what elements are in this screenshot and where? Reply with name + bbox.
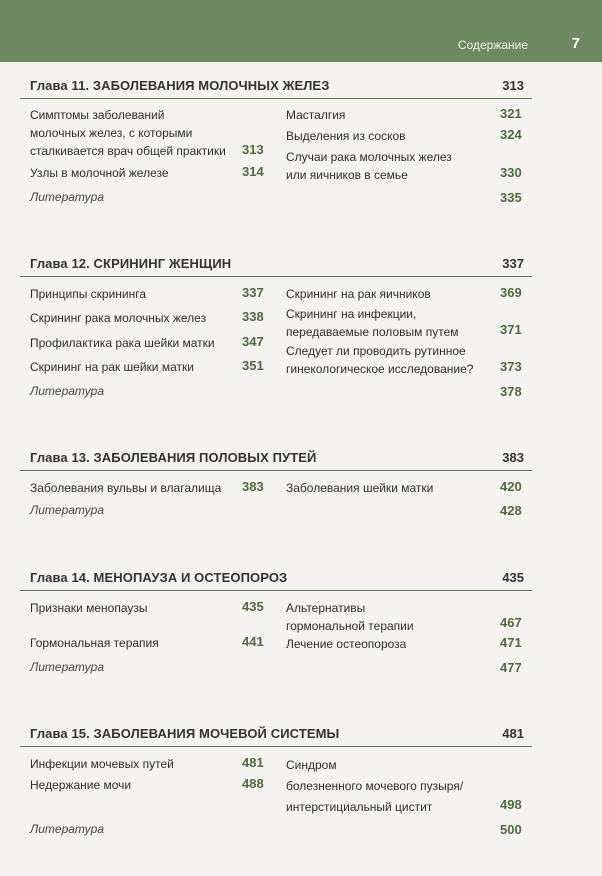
- literature-label[interactable]: Литература: [30, 660, 104, 674]
- literature-page: 378: [500, 384, 522, 399]
- entry-page: 481: [242, 755, 264, 770]
- toc-entry[interactable]: [286, 479, 496, 497]
- toc-entry[interactable]: [286, 285, 496, 303]
- entry-line: Скрининг на инфекции,: [286, 307, 417, 321]
- entry-line: Скрининг на рак шейки матки: [30, 360, 194, 374]
- chapter-title: Глава 11. ЗАБОЛЕВАНИЯ МОЛОЧНЫХ ЖЕЛЕЗ: [30, 78, 330, 93]
- entry-page: 321: [500, 106, 522, 121]
- toc-entry[interactable]: [286, 305, 496, 341]
- chapter-heading[interactable]: [20, 78, 532, 99]
- entry-line: гормональной терапии: [286, 619, 414, 633]
- entry-page: 467: [500, 615, 522, 630]
- entry-line: Масталгия: [286, 108, 346, 122]
- entry-line: Следует ли проводить рутинное: [286, 344, 466, 358]
- toc-entry[interactable]: [286, 342, 496, 378]
- entry-page: 441: [242, 634, 264, 649]
- entry-page: 383: [242, 479, 264, 494]
- entry-line: болезненного мочевого пузыря/: [286, 779, 464, 793]
- chapter-heading[interactable]: [20, 256, 532, 277]
- entry-line: Гормональная терапия: [30, 636, 159, 650]
- chapter-page: 481: [502, 726, 524, 741]
- toc-entry[interactable]: [30, 634, 250, 652]
- toc-entry[interactable]: [30, 599, 250, 617]
- entry-line: Выделения из сосков: [286, 129, 406, 143]
- entry-line: Инфекции мочевых путей: [30, 757, 174, 771]
- entry-line: Скрининг на рак яичников: [286, 287, 431, 301]
- entry-line: Случаи рака молочных желез: [286, 150, 452, 164]
- entry-line: Принципы скрининга: [30, 287, 147, 301]
- chapter-heading[interactable]: [20, 570, 532, 591]
- entry-page: 420: [500, 479, 522, 494]
- entry-line: Лечение остеопороза: [286, 637, 407, 651]
- toc-entry[interactable]: [30, 776, 250, 794]
- chapter-14: [20, 570, 532, 675]
- entry-line: интерстициальный цистит: [286, 800, 433, 814]
- toc-entry[interactable]: [286, 148, 496, 184]
- entry-page: 498: [500, 797, 522, 812]
- chapter-page: 383: [502, 450, 524, 465]
- chapter-heading[interactable]: [20, 726, 532, 747]
- entry-page: 488: [242, 776, 264, 791]
- entry-page: 314: [242, 164, 264, 179]
- chapter-12: [20, 256, 532, 399]
- page-number: 7: [571, 35, 580, 52]
- chapter-page: 337: [502, 256, 524, 271]
- entry-line: или яичников в семье: [286, 168, 408, 182]
- chapter-heading[interactable]: [20, 450, 532, 471]
- entry-page: 330: [500, 165, 522, 180]
- entry-page: 351: [242, 358, 264, 373]
- literature-label[interactable]: Литература: [30, 190, 104, 204]
- entry-line: Недержание мочи: [30, 778, 132, 792]
- entry-line: гинекологическое исследование?: [286, 362, 474, 376]
- entry-page: 347: [242, 334, 264, 349]
- literature-page: 500: [500, 822, 522, 837]
- toc-entry[interactable]: [30, 106, 250, 160]
- entry-page: 471: [500, 635, 522, 650]
- chapter-11: [20, 78, 532, 205]
- entry-line: Скрининг рака молочных желез: [30, 311, 207, 325]
- toc-entry[interactable]: [30, 309, 250, 327]
- entry-line: Заболевания шейки матки: [286, 481, 434, 495]
- chapter-page: 435: [502, 570, 524, 585]
- entry-line: Узлы в молочной железе: [30, 166, 169, 180]
- literature-page: 477: [500, 660, 522, 675]
- entry-line: Синдром: [286, 758, 337, 772]
- toc-entry[interactable]: [286, 635, 496, 653]
- chapter-13: [20, 450, 532, 518]
- entry-page: 324: [500, 127, 522, 142]
- entry-page: 313: [242, 142, 264, 157]
- toc-entry[interactable]: [30, 334, 250, 352]
- entry-page: 371: [500, 322, 522, 337]
- entry-line: молочных желез, с которыми: [30, 126, 193, 140]
- toc-entry[interactable]: [30, 358, 250, 376]
- entry-line: Симптомы заболеваний: [30, 108, 165, 122]
- entry-page: 369: [500, 285, 522, 300]
- literature-label[interactable]: Литература: [30, 822, 104, 836]
- chapter-title: Глава 13. ЗАБОЛЕВАНИЯ ПОЛОВЫХ ПУТЕЙ: [30, 450, 317, 465]
- toc-entry[interactable]: [286, 106, 496, 124]
- entry-page: 373: [500, 359, 522, 374]
- toc-entry[interactable]: [286, 599, 496, 635]
- chapter-15: [20, 726, 532, 837]
- running-header-title: Содержание: [457, 38, 528, 52]
- toc-entry[interactable]: [30, 285, 250, 303]
- literature-label[interactable]: Литература: [30, 503, 104, 517]
- header-bar: [0, 0, 602, 62]
- entry-line: передаваемые половым путем: [286, 325, 459, 339]
- toc-entry[interactable]: [30, 479, 250, 497]
- toc-entry[interactable]: [30, 755, 250, 773]
- toc-entry[interactable]: [286, 127, 496, 145]
- entry-page: 338: [242, 309, 264, 324]
- entry-line: сталкивается врач общей практики: [30, 144, 226, 158]
- entry-line: Профилактика рака шейки матки: [30, 336, 215, 350]
- entry-page: 337: [242, 285, 264, 300]
- entry-line: Альтернативы: [286, 601, 366, 615]
- literature-label[interactable]: Литература: [30, 384, 104, 398]
- chapter-title: Глава 14. МЕНОПАУЗА И ОСТЕОПОРОЗ: [30, 570, 288, 585]
- literature-page: 428: [500, 503, 522, 518]
- chapter-page: 313: [502, 78, 524, 93]
- entry-line: Признаки менопаузы: [30, 601, 148, 615]
- entry-page: 435: [242, 599, 264, 614]
- chapter-title: Глава 15. ЗАБОЛЕВАНИЯ МОЧЕВОЙ СИСТЕМЫ: [30, 726, 340, 741]
- entry-line: Заболевания вульвы и влагалища: [30, 481, 222, 495]
- toc-entry[interactable]: [286, 755, 496, 818]
- chapter-title: Глава 12. СКРИНИНГ ЖЕНЩИН: [30, 256, 232, 271]
- literature-page: 335: [500, 190, 522, 205]
- toc-entry[interactable]: [30, 164, 250, 182]
